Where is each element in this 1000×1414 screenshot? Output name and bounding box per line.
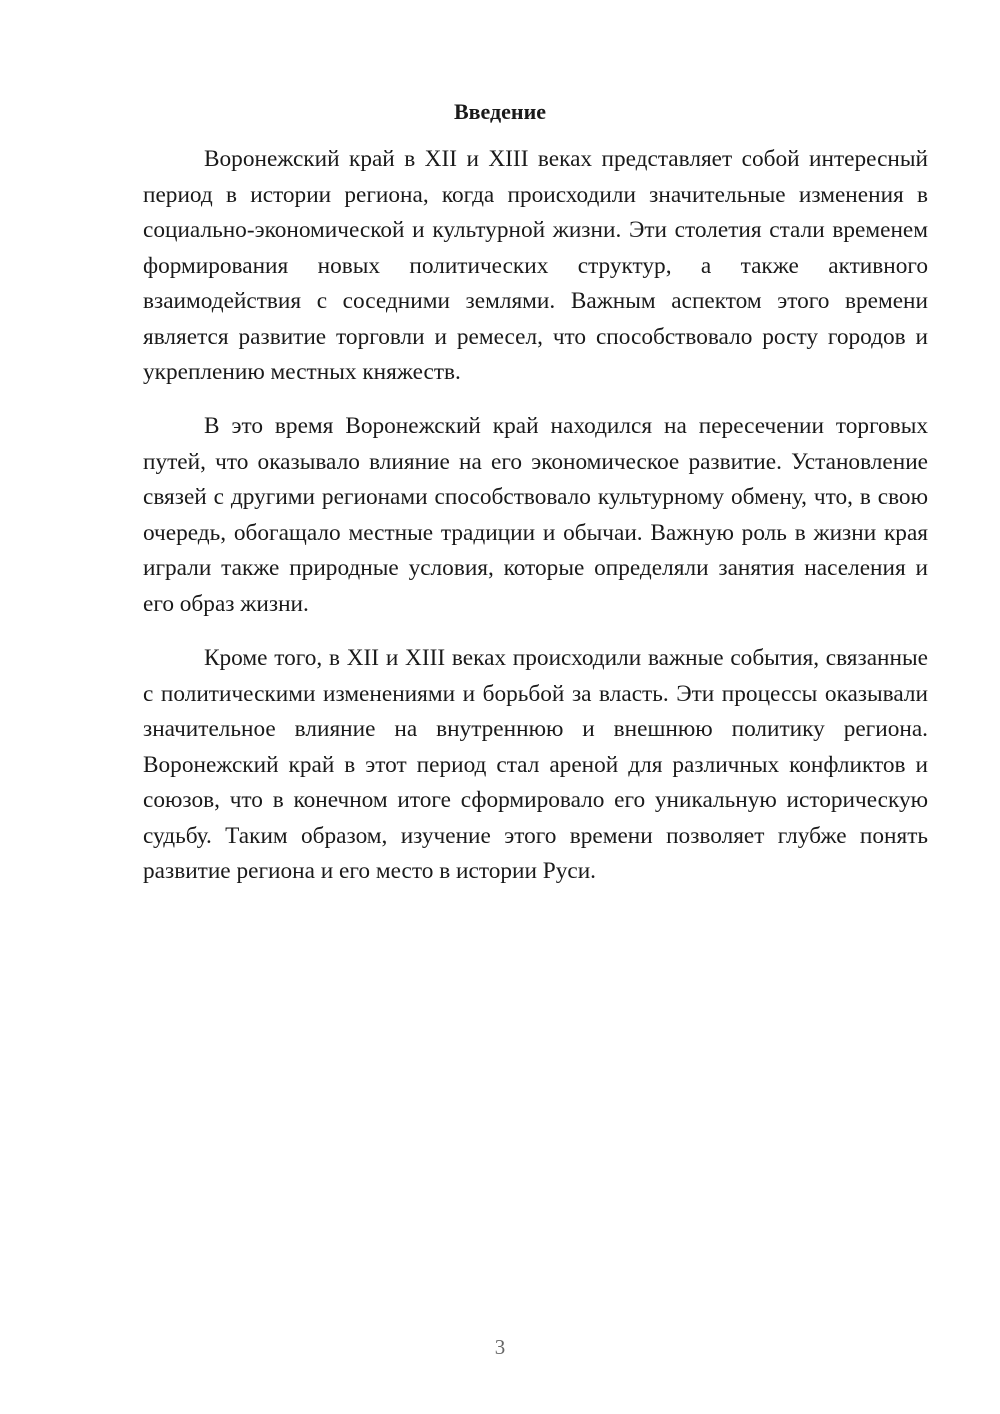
section-heading: Введение <box>453 99 547 124</box>
paragraph-3: Кроме того, в XII и XIII веках происходили важные события, связанные с политическими изменениями и борьбой за власть. Эти процессы оказывали значительное влияние на внутреннюю и внешнюю политику региона. Воронежский край в этот период стал ареной для различных конфликтов и союзов, что в конечном итоге сформировало его уникальную историческую судьбу. Таким образом, изучение этого времени позволяет глубже понять развитие региона и его место в истории Руси. <box>143 645 928 884</box>
paragraph-2: В это время Воронежский край находился на пересечении торговых путей, что оказывало влияние на его экономическое развитие. Установление связей с другими регионами способствовало культурному обмену, что, в свою очередь, обогащало местные традиции и обычаи. Важную роль в жизни края играли также природные условия, которые определяли занятия населения и его образ жизни. <box>143 413 928 617</box>
page-number: 3 <box>494 1335 506 1359</box>
paragraph-1: Воронежский край в XII и XIII веках представляет собой интересный период в истории региона, когда происходили значительные изменения в социально-экономической и культурной жизни. Эти столетия стали временем формирования новых политических структур, а также активного взаимодействия с соседними землями. Важным аспектом этого времени является развитие торговли и ремесел, что способствовало росту городов и укреплению местных княжеств. <box>143 146 928 385</box>
